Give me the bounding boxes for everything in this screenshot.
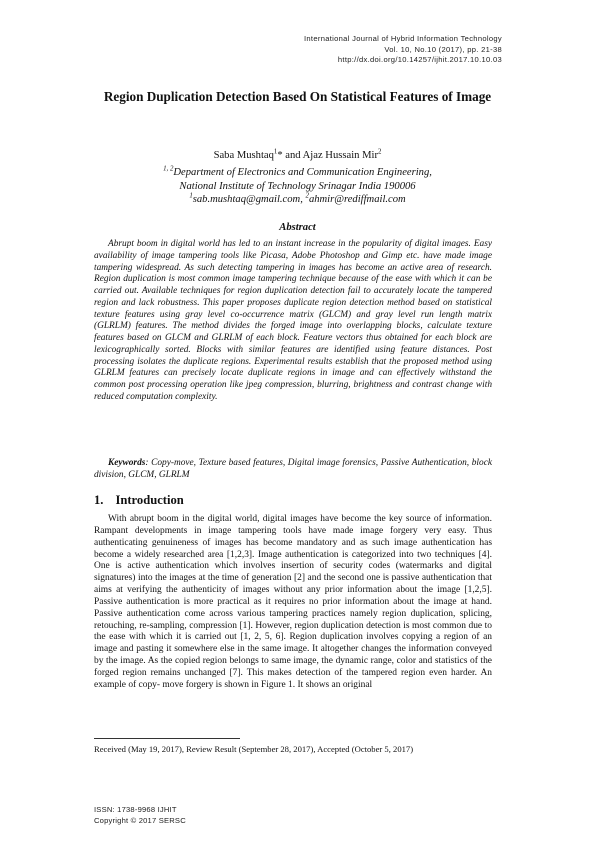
- email-2: ahmir@rediffmail.com: [308, 194, 406, 206]
- section-title: Introduction: [115, 493, 184, 507]
- page-footer: [94, 805, 186, 826]
- paper-title: Region Duplication Detection Based On Statistical Features of Image: [103, 89, 492, 104]
- keywords-paragraph: [94, 458, 492, 482]
- abstract-heading: Abstract: [279, 222, 316, 233]
- email-line: [0, 193, 595, 207]
- affiliation-department: Department of Electronics and Communication Engineering,: [173, 167, 432, 178]
- email-1: sab.mushtaq@gmail.com,: [192, 194, 306, 206]
- keywords-label: Keywords: [108, 458, 146, 468]
- author-1: Saba Mushtaq: [213, 150, 274, 161]
- corresponding-mark: *: [277, 150, 283, 161]
- author-2: Ajaz Hussain Mir: [302, 150, 378, 161]
- issn-line: ISSN: 1738-9968 IJHIT: [94, 805, 177, 814]
- journal-doi: http://dx.doi.org/10.14257/ijhit.2017.10.10.03: [337, 55, 502, 64]
- affiliation-line-2: National Institute of Technology Srinagar India 190006: [179, 180, 416, 192]
- author-1-superscript: 1: [273, 148, 278, 156]
- footnote-divider: [94, 738, 240, 739]
- copyright-line: Copyright © 2017 SERSC: [94, 815, 186, 825]
- author-join: and: [282, 150, 303, 161]
- section-heading: [94, 493, 184, 508]
- affiliation-superscript: 1, 2: [163, 165, 174, 173]
- journal-header: [304, 34, 502, 66]
- section-number: 1.: [94, 493, 104, 507]
- received-footnote: Received (May 19, 2017), Review Result (September 28, 2017), Accepted (October 5, 2017): [94, 744, 414, 754]
- abstract-text: Abrupt boom in digital world has led to an instant increase in the popularity of digital images. Easy availability of image tampering tools like Picasa, Adobe Photoshop and Gimp etc. have made image tampering widespread. As such detecting tampering in images has become an active area of research. Region duplication is most common image tampering technique because of the ease with which it can be carried out. Available techniques for region duplication detection fail to accurately locate the tampered region and lack robustness. This paper proposes duplicate region detection method based on statistical texture features using gray level co-occurrence matrix (GLCM) and gray level run length matrix (GLRLM) features. The method divides the forged image into overlapping blocks, calculate texture features based on GLCM and GLRLM of each block. Feature vectors thus obtained for each block are lexicographically sorted. Blocks with similar features are identified using feature distances. Post processing isolates the duplicate regions. Experimental results establish that the proposed method using GLRLM features can precisely locate duplicate regions in image and can effectively withstand the common post processing operation like jpeg compression, blurring, brightness and contrast change with reduced computation complexity.: [94, 239, 492, 402]
- email-2-superscript: 2: [305, 192, 309, 200]
- email-1-superscript: 1: [189, 192, 193, 200]
- keywords-text: : Copy-move, Texture based features, Digital image forensics, Passive Authentication, block division, GLCM, GLRLM: [94, 458, 492, 480]
- journal-volume: Vol. 10, No.10 (2017), pp. 21-38: [384, 44, 502, 54]
- affiliation-line-1: [0, 166, 595, 180]
- introduction-text: With abrupt boom in the digital world, digital images have become the key source of information. Rampant developments in image tampering tools have made image forgery very easy. Thus authenticating genuineness of images has become mandatory and as such image authentication has become a widely researched area [1,2,3]. Image authentication is categorized into two techniques [4]. One is active authentication which involves insertion of security codes (watermarks and digital signatures) into the images at the time of generation [2] and the second one is passive authentication that aims at verifying the authenticity of images without any prior information about the image [1,2,5]. Passive authentication is more practical as it requires no prior information about the image at hand. Passive authentication come across various tampering practices namely region duplication, splicing, retouching, re-sampling, compression [1]. However, region duplication detection is most common due to the ease with which it is carried out [1, 2, 5, 6]. Region duplication involves copying a region of an image and pasting it somewhere else in the same image. It altogether changes the information conveyed by the image. As the copied region belongs to same image, the dynamic range, color and statistics of the forged region remains unchanged [7]. This makes detection of the tampered region even harder. An example of copy- move forgery is shown in Figure 1. It shows an original: [94, 514, 492, 690]
- author-line: [0, 150, 595, 161]
- affiliation-block: [0, 166, 595, 207]
- journal-name: International Journal of Hybrid Information Technology: [304, 34, 502, 43]
- author-2-superscript: 2: [377, 148, 382, 156]
